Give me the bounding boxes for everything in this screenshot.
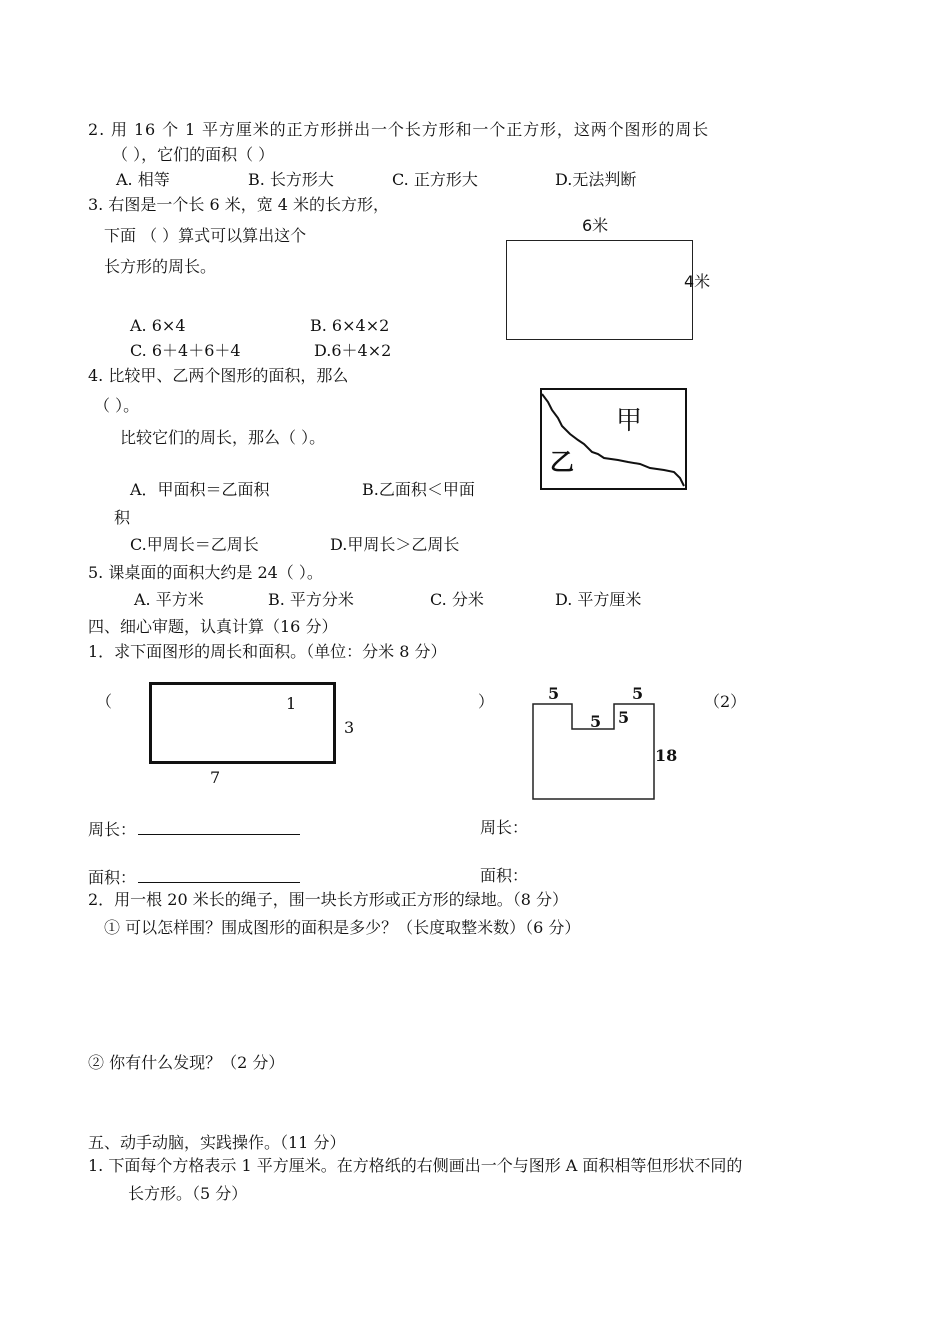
- fig1-label-bottom: 7: [210, 768, 221, 787]
- q2-option-b: B. 长方形大: [248, 170, 334, 189]
- q2-option-c: C. 正方形大: [392, 170, 478, 189]
- q2-line2: （ ），它们的面积（ ）: [112, 145, 275, 164]
- fig2-label-side: 18: [655, 746, 678, 765]
- area-label: 面积：: [88, 868, 137, 887]
- q3-option-c: C. 6＋4＋6＋4: [130, 341, 241, 360]
- q4-option-d: D.甲周长＞乙周长: [330, 535, 460, 554]
- section5-q1-line1: 1. 下面每个方格表示 1 平方厘米。在方格纸的右侧画出一个与图形 A 面积相等但形状不同的: [88, 1156, 743, 1175]
- section5-title: 五、动手动脑，实践操作。（11 分）: [88, 1133, 346, 1152]
- q5-option-c: C. 分米: [430, 590, 484, 609]
- q4-option-c: C.甲周长＝乙周长: [130, 535, 259, 554]
- fig1-label-side: 3: [344, 718, 355, 737]
- area-label-2: 面积：: [480, 866, 529, 885]
- q2-line1: 2. 用 16 个 1 平方厘米的正方形拼出一个长方形和一个正方形，这两个图形的周长: [88, 120, 710, 139]
- q4-label-yi: 乙: [550, 448, 574, 476]
- q2-option-a: A. 相等: [116, 170, 170, 189]
- fig2-label-notch-side: 5: [618, 708, 630, 727]
- q4-option-b-wrap: 积: [114, 508, 131, 527]
- section5-q1-line2: 长方形。（5 分）: [128, 1184, 248, 1203]
- fig2-notched-shape: [530, 686, 690, 804]
- perimeter-label: 周长：: [88, 820, 137, 839]
- q3-option-d: D.6＋4×2: [314, 341, 392, 360]
- fig1-rectangle: [149, 682, 336, 764]
- fig1-paren-open: （: [96, 692, 113, 711]
- q3-option-b: B. 6×4×2: [310, 316, 390, 335]
- area-answer-line[interactable]: [138, 866, 300, 883]
- fig1-label-inner: 1: [286, 694, 297, 713]
- q4-line1: 4. 比较甲、乙两个图形的面积，那么: [88, 366, 349, 385]
- q3-line1: 3. 右图是一个长 6 米，宽 4 米的长方形，: [88, 195, 390, 214]
- section4-q1: 1．求下面图形的周长和面积。（单位：分米 8 分）: [88, 642, 447, 661]
- q4-line3: 比较它们的周长，那么（ ）。: [120, 428, 326, 447]
- fig1-paren-close: ）: [478, 692, 495, 711]
- perimeter-answer-line[interactable]: [138, 818, 300, 835]
- fig2-label-notch-bottom: 5: [590, 712, 602, 731]
- q3-line2: 下面 （ ）算式可以算出这个: [104, 226, 307, 245]
- perimeter-label-2: 周长：: [480, 818, 529, 837]
- section4-q2-sub1: ① 可以怎样围？围成图形的面积是多少？（长度取整米数）（6 分）: [104, 918, 581, 937]
- section4-title: 四、细心审题，认真计算（16 分）: [88, 617, 338, 636]
- q4-jia-yi-figure: [540, 388, 690, 492]
- q4-option-a: A．甲面积＝乙面积: [130, 480, 270, 499]
- q5-option-b: B. 平方分米: [268, 590, 354, 609]
- q5-line1: 5. 课桌面的面积大约是 24（ ）。: [88, 563, 323, 582]
- section4-q2: 2．用一根 20 米长的绳子，围一块长方形或正方形的绿地。（8 分）: [88, 890, 568, 909]
- section4-q2-sub2: ② 你有什么发现？（2 分）: [88, 1053, 285, 1072]
- fig2-label-number: （2）: [704, 692, 747, 711]
- fig2-label-top-right: 5: [632, 684, 644, 703]
- q4-line2: （ ）。: [94, 396, 140, 415]
- area-answer-row: [88, 866, 300, 888]
- q4-label-jia: 甲: [616, 406, 643, 436]
- q3-option-a: A. 6×4: [130, 316, 186, 335]
- q2-option-d: D.无法判断: [555, 170, 637, 189]
- q5-option-a: A. 平方米: [134, 590, 204, 609]
- q4-option-b: B.乙面积＜甲面: [362, 480, 475, 499]
- q3-line3: 长方形的周长。: [104, 257, 217, 276]
- q3-rectangle: [506, 240, 693, 340]
- q3-side-label: 4米: [684, 272, 711, 291]
- perimeter-answer-row: [88, 818, 300, 840]
- q5-option-d: D. 平方厘米: [555, 590, 642, 609]
- q4-figure-drawing: [540, 388, 690, 492]
- q3-top-label: 6米: [582, 216, 609, 235]
- q3-rectangle-figure: [490, 212, 730, 352]
- fig2-label-top-left: 5: [548, 684, 560, 703]
